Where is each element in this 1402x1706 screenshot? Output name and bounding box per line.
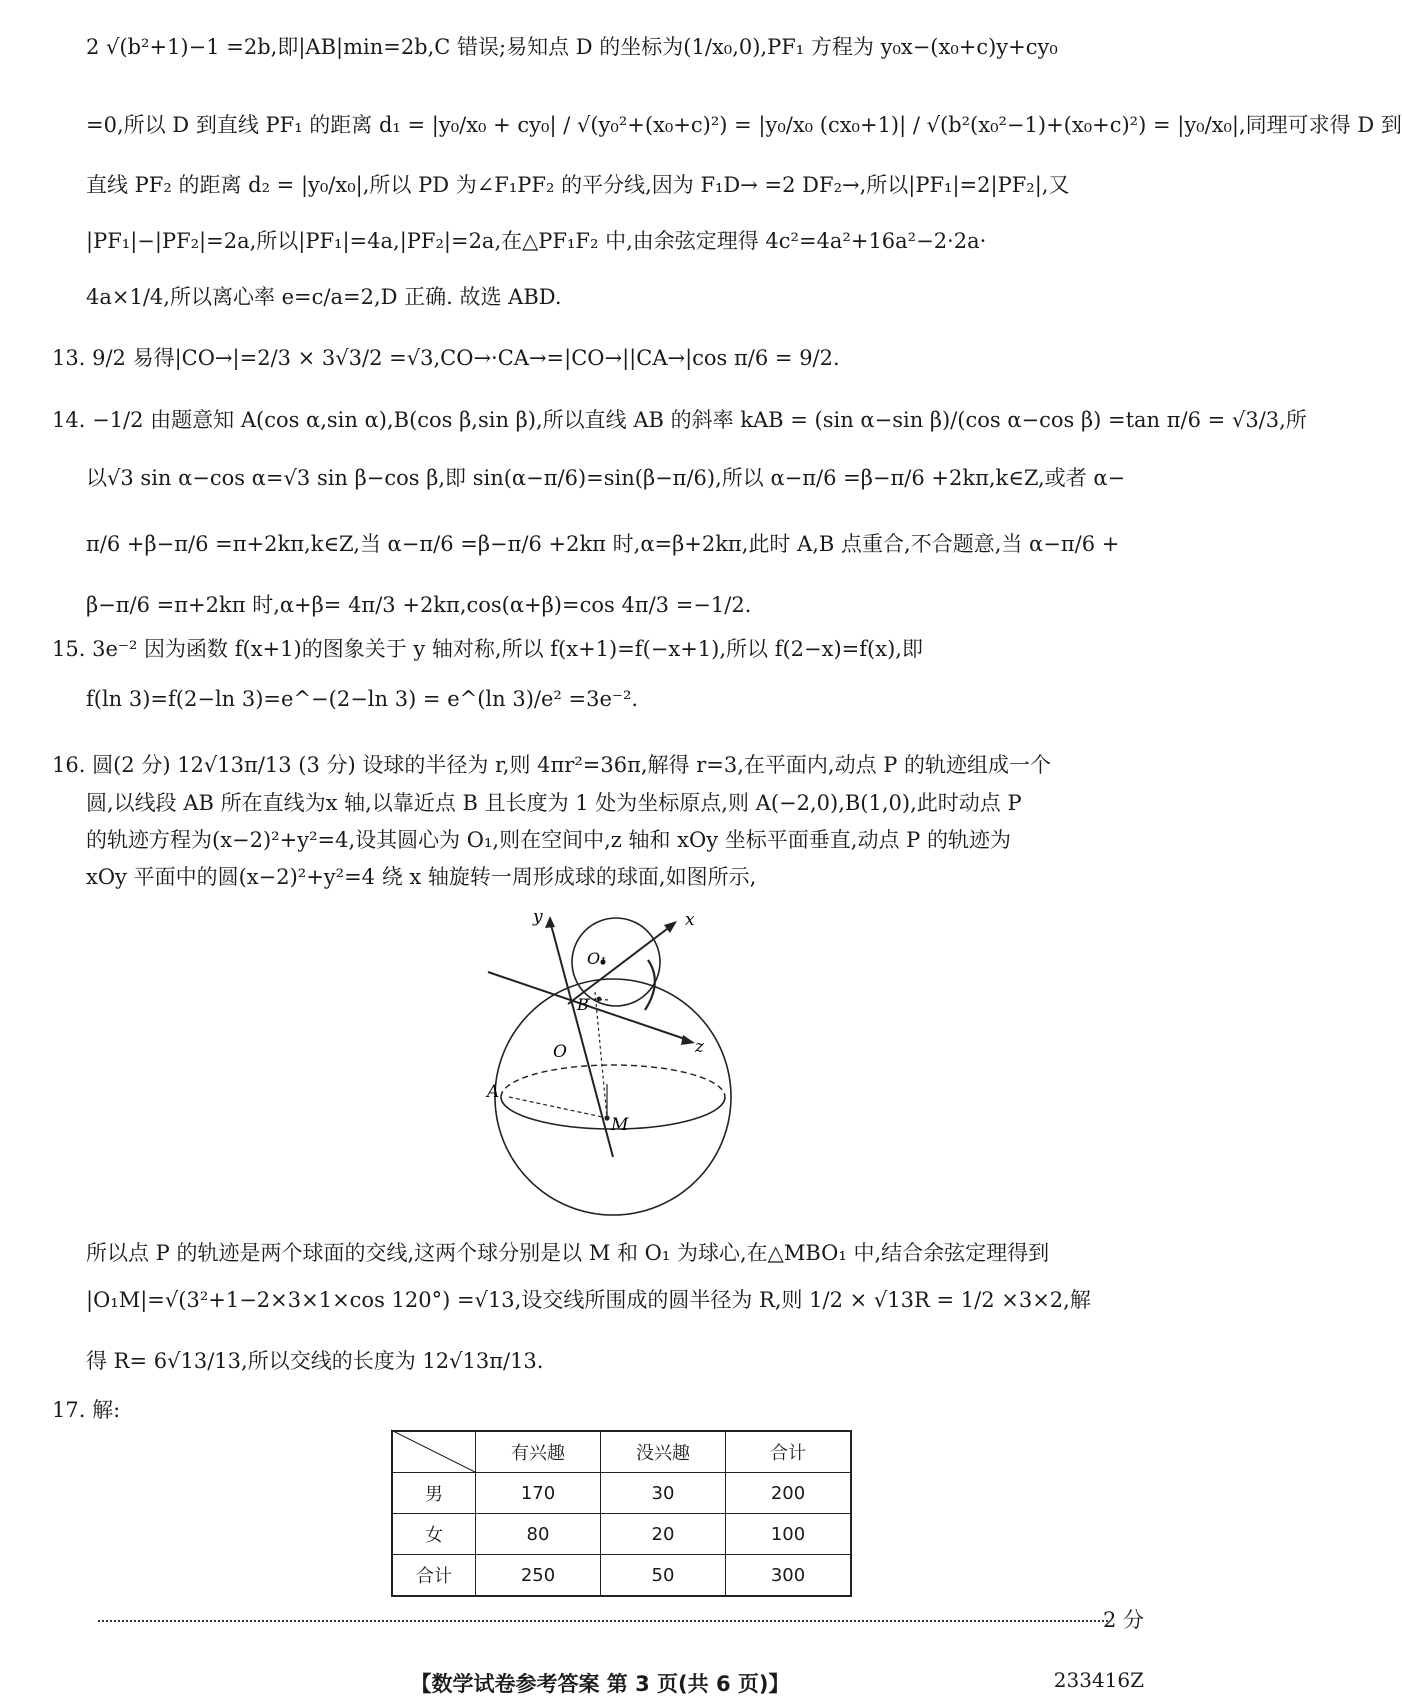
table-row: [392, 1473, 851, 1514]
dotted-leader: [98, 1620, 1108, 1622]
table-cell: 50: [601, 1555, 726, 1597]
point-label-O1: O₁: [587, 949, 607, 968]
problem-14: [52, 405, 1307, 435]
text-line: 4a×1/4,所以离心率 e=c/a=2,D 正确. 故选 ABD.: [86, 285, 562, 309]
text-line: |O₁M|=√(3²+1−2×3×1×cos 120°) =√13,设交线所围成的圆半径为 R,则 1/2 × √13R = 1/2 ×3×2,解: [86, 1288, 1091, 1312]
problem-number: 14.: [52, 408, 86, 432]
text-line: |PF₁|−|PF₂|=2a,所以|PF₁|=4a,|PF₂|=2a,在△PF₁F₂ 中,由余弦定理得 4c²=4a²+16a²−2·2a·: [86, 229, 987, 253]
problem-answer: 9/2 易得|CO→|=2/3 × 3√3/2 =√3,CO→·CA→=|CO→||CA→|cos π/6 = 9/2.: [92, 346, 840, 370]
text-line: 直线 PF₂ 的距离 d₂ = |y₀/x₀|,所以 PD 为∠F₁PF₂ 的平分线,因为 F₁D→ =2 DF₂→,所以|PF₁|=2|PF₂|,又: [86, 173, 1070, 197]
problem-answer: 3e⁻² 因为函数 f(x+1)的图象关于 y 轴对称,所以 f(x+1)=f(−x+1),所以 f(2−x)=f(x),即: [92, 637, 923, 661]
problem-15: [52, 634, 923, 664]
problem-16: [52, 750, 1051, 780]
axis-label-x: x: [685, 910, 695, 930]
problem-17: [52, 1395, 120, 1425]
score-label: 2 分: [1102, 1608, 1144, 1632]
text-line: 以√3 sin α−cos α=√3 sin β−cos β,即 sin(α−π/6)=sin(β−π/6),所以 α−π/6 =β−π/6 +2kπ,k∈Z,或者 α−: [86, 466, 1126, 490]
document-code: 233416Z: [1053, 1668, 1144, 1692]
table-cell: 170: [476, 1473, 601, 1514]
table-header-cell: 没兴趣: [601, 1431, 726, 1473]
table-row: [392, 1514, 851, 1555]
table-row: [392, 1555, 851, 1597]
problem-answer: −1/2 由题意知 A(cos α,sin α),B(cos β,sin β),所以直线 AB 的斜率 kAB = (sin α−sin β)/(cos α−cos β) =tan π/6 = √3/3,所: [92, 408, 1307, 432]
text-line: 得 R= 6√13/13,所以交线的长度为 12√13π/13.: [86, 1349, 544, 1373]
text-line: 所以点 P 的轨迹是两个球面的交线,这两个球分别是以 M 和 O₁ 为球心,在△MBO₁ 中,结合余弦定理得到: [86, 1241, 1050, 1265]
point-label-M: M: [611, 1115, 629, 1135]
text-line: 2 √(b²+1)−1 =2b,即|AB|min=2b,C 错误;易知点 D 的坐标为(1/x₀,0),PF₁ 方程为 y₀x−(x₀+c)y+cy₀: [86, 35, 1058, 59]
point-label-A: A: [487, 1082, 500, 1102]
axis-label-y: y: [533, 907, 543, 927]
problem-answer: 解:: [92, 1398, 121, 1422]
table-cell: 250: [476, 1555, 601, 1597]
table-header-cell: 有兴趣: [476, 1431, 601, 1473]
table-cell: 200: [726, 1473, 852, 1514]
table-cell: 300: [726, 1555, 852, 1597]
table-cell: 80: [476, 1514, 601, 1555]
table-cell: 男: [392, 1473, 476, 1514]
text-line: =0,所以 D 到直线 PF₁ 的距离 d₁ = |y₀/x₀ + cy₀| / √(y₀²+(x₀+c)²) = |y₀/x₀ (cx₀+1)| / √(b²(x₀²−1)+(x₀+c)²) = |y₀/x₀|,同理可求得 D 到: [86, 113, 1402, 137]
point-label-O: O: [553, 1042, 567, 1062]
table-cell: 100: [726, 1514, 852, 1555]
text-line: xOy 平面中的圆(x−2)²+y²=4 绕 x 轴旋转一周形成球的球面,如图所示,: [86, 865, 757, 889]
text-line: 的轨迹方程为(x−2)²+y²=4,设其圆心为 O₁,则在空间中,z 轴和 xOy 坐标平面垂直,动点 P 的轨迹为: [86, 828, 1011, 852]
page-footer: 【数学试卷参考答案 第 3 页(共 6 页)】: [410, 1672, 790, 1696]
problem-number: 16.: [52, 753, 86, 777]
problem-number: 15.: [52, 637, 86, 661]
table-cell: 20: [601, 1514, 726, 1555]
axis-label-z: z: [695, 1037, 704, 1057]
text-line: π/6 +β−π/6 =π+2kπ,k∈Z,当 α−π/6 =β−π/6 +2kπ 时,α=β+2kπ,此时 A,B 点重合,不合题意,当 α−π/6 +: [86, 532, 1120, 556]
point-label-B: B: [577, 995, 589, 1014]
text-line: β−π/6 =π+2kπ 时,α+β= 4π/3 +2kπ,cos(α+β)=cos 4π/3 =−1/2.: [86, 593, 752, 617]
problem-number: 17.: [52, 1398, 86, 1422]
table-cell: 30: [601, 1473, 726, 1514]
problem-13: [52, 343, 840, 373]
text-line: f(ln 3)=f(2−ln 3)=e^−(2−ln 3) = e^(ln 3)/e² =3e⁻².: [86, 687, 639, 711]
problem-answer: 圆(2 分) 12√13π/13 (3 分) 设球的半径为 r,则 4πr²=36π,解得 r=3,在平面内,动点 P 的轨迹组成一个: [92, 753, 1052, 777]
table-cell: 女: [392, 1514, 476, 1555]
table-diagonal: [391, 1430, 475, 1472]
text-line: 圆,以线段 AB 所在直线为x 轴,以靠近点 B 且长度为 1 处为坐标原点,则 A(−2,0),B(1,0),此时动点 P: [86, 791, 1022, 815]
table-header-cell: 合计: [726, 1431, 852, 1473]
table-cell: 合计: [392, 1555, 476, 1597]
sphere-figure: [473, 892, 733, 1222]
problem-number: 13.: [52, 346, 86, 370]
